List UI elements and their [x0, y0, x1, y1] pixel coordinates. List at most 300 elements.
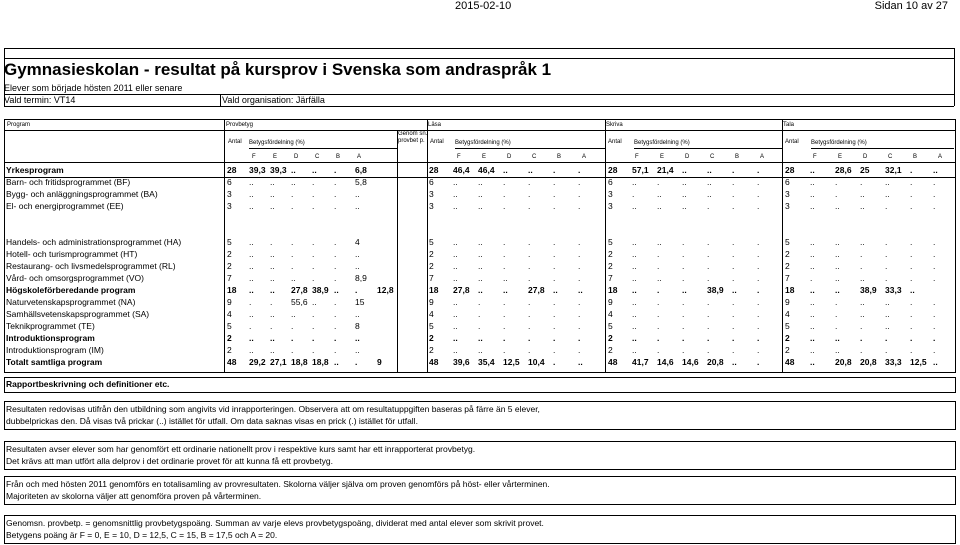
cell-sk: 14,6 [657, 357, 674, 367]
cell-pb: .. [270, 249, 275, 259]
cell-ta: . [933, 261, 936, 271]
cell-la: 39,6 [453, 357, 470, 367]
cell-ta: 28 [785, 165, 795, 175]
cell-pb: . [334, 261, 337, 271]
cell-la: . [528, 237, 531, 247]
cell-pb: . [291, 261, 294, 271]
cell-la: 3 [429, 189, 434, 199]
table-row [5, 225, 955, 237]
cell-la: . [503, 297, 506, 307]
table-row [5, 249, 955, 261]
cell-ta: . [933, 177, 936, 187]
cell-la: . [578, 237, 581, 247]
cell-la: . [553, 201, 556, 211]
cell-pb: .. [334, 285, 339, 295]
cell-sk: . [757, 249, 760, 259]
cell-la: .. [453, 273, 458, 283]
cell-la: . [528, 297, 531, 307]
row-label: Restaurang- och livsmedelsprogrammet (RL) [6, 261, 176, 271]
note-block-1 [4, 401, 956, 430]
cell-la: . [503, 321, 506, 331]
cell-ta: .. [910, 285, 915, 295]
cell-la: .. [478, 261, 483, 271]
cell-la: . [553, 261, 556, 271]
cell-la: .. [528, 165, 533, 175]
results-table [4, 119, 956, 373]
cell-sk: .. [632, 177, 637, 187]
cell-sk: .. [632, 201, 637, 211]
table-row [5, 189, 955, 201]
cell-la: 5 [429, 321, 434, 331]
cell-sk: . [732, 321, 735, 331]
cell-pb: . [334, 201, 337, 211]
cell-la: .. [453, 177, 458, 187]
cell-ta: 25 [860, 165, 870, 175]
cell-sk: 7 [608, 273, 613, 283]
cell-la: . [553, 345, 556, 355]
cell-pb: . [334, 189, 337, 199]
grade-header-la-C: C [532, 154, 537, 160]
cell-sk: . [707, 261, 710, 271]
cell-sk: . [682, 273, 685, 283]
cell-la: . [503, 345, 506, 355]
cell-pb: .. [249, 309, 254, 319]
cell-ta: 9 [785, 297, 790, 307]
cell-pb: . [334, 321, 337, 331]
top-bar [0, 0, 960, 14]
cell-ta: .. [885, 177, 890, 187]
cell-la: . [578, 261, 581, 271]
cell-sk: .. [682, 285, 687, 295]
cell-sk: .. [707, 165, 712, 175]
grade-header-pb-D: D [294, 154, 299, 160]
note-4b: Betygens poäng är F = 0, E = 10, D = 12,5, C = 15, B = 17,5 och A = 20. [6, 530, 278, 540]
note-1b: dubbelprickas den. Då visas två prickar (..) istället för utfall. Om data saknas visas en prick (.) istället för utfall. [6, 416, 418, 426]
cell-la: .. [453, 237, 458, 247]
grade-header-pb-C: C [315, 154, 320, 160]
cell-pb: . [291, 321, 294, 331]
cell-la: . [578, 189, 581, 199]
cell-ta: .. [835, 345, 840, 355]
cell-sk: . [732, 309, 735, 319]
cell-la: .. [478, 201, 483, 211]
cell-sk: 2 [608, 261, 613, 271]
cell-la: . [578, 165, 581, 175]
cell-ta: . [910, 273, 913, 283]
cell-pb: .. [291, 273, 296, 283]
cell-pb: 4 [227, 309, 232, 319]
cell-la: . [553, 177, 556, 187]
cell-la: 35,4 [478, 357, 495, 367]
cell-sk: . [682, 261, 685, 271]
cell-pb: . [334, 273, 337, 283]
cell-la: . [553, 249, 556, 259]
grade-header-la-B: B [557, 154, 562, 160]
cell-la: . [528, 177, 531, 187]
cell-ta: 5 [785, 237, 790, 247]
cell-la: 46,4 [453, 165, 470, 175]
cell-ta: . [885, 261, 888, 271]
cell-sk: . [757, 357, 760, 367]
row-label: Introduktionsprogram (IM) [6, 345, 104, 355]
cell-sk: . [707, 201, 710, 211]
cell-pb: .. [270, 177, 275, 187]
cell-sk: 14,6 [682, 357, 699, 367]
cell-pb: . [334, 333, 337, 343]
cell-sk: . [757, 261, 760, 271]
cell-sk: . [732, 273, 735, 283]
cell-ta: .. [810, 261, 815, 271]
cell-la: 2 [429, 345, 434, 355]
cell-ta: .. [810, 297, 815, 307]
cell-ta: 18 [785, 285, 795, 295]
cell-pb: 18 [227, 285, 237, 295]
cell-sk: .. [682, 177, 687, 187]
cell-ta: . [860, 333, 863, 343]
cell-pb: 39,3 [249, 165, 266, 175]
cell-pb: . [291, 201, 294, 211]
note-3a: Från och med hösten 2011 genomförs en totalisamling av provresultaten. Skolorna väljer själva om proven genomförs på höst- eller vårterminen. [6, 479, 550, 489]
cell-sk: . [732, 297, 735, 307]
header-rule [4, 58, 954, 59]
avg-points-header: Genom sn. provbet p. [398, 131, 428, 144]
cell-la: .. [453, 189, 458, 199]
cell-ta: .. [933, 165, 938, 175]
cell-la: . [503, 237, 506, 247]
row-label: Högskoleförberedande program [6, 285, 136, 295]
cell-ta: . [885, 345, 888, 355]
cell-pb: . [334, 237, 337, 247]
cell-ta: .. [835, 201, 840, 211]
notes-heading-box [4, 377, 956, 393]
cell-la: . [478, 321, 481, 331]
cell-pb: 5 [227, 237, 232, 247]
cell-pb: 55,6 [291, 297, 308, 307]
table-row [5, 345, 955, 357]
cell-pb: 38,9 [312, 285, 329, 295]
dist-rule-lasa [455, 148, 605, 149]
cell-sk: . [757, 189, 760, 199]
cell-sk: .. [682, 165, 687, 175]
cell-ta: . [860, 321, 863, 331]
grade-header-sk-C: C [710, 154, 715, 160]
note-2a: Resultaten avser elever som har genomfört ett ordinarie nationellt prov i respektive kurs samt har ett inrapporterat provbetyg. [6, 444, 476, 454]
cell-pb: .. [355, 249, 360, 259]
cell-la: . [528, 345, 531, 355]
row-label: Samhällsvetenskapsprogrammet (SA) [6, 309, 150, 319]
grade-header-ta-C: C [888, 154, 893, 160]
grade-header-pb-E: E [273, 154, 278, 160]
grade-header-ta-E: E [838, 154, 843, 160]
cell-ta: 4 [785, 309, 790, 319]
cell-sk: 5 [608, 237, 613, 247]
row-label: Vård- och omsorgsprogrammet (VO) [6, 273, 144, 283]
cell-pb: 8 [355, 321, 360, 331]
cell-pb: 5 [227, 321, 232, 331]
cell-la: . [528, 201, 531, 211]
cell-pb: . [291, 333, 294, 343]
table-row [5, 309, 955, 321]
cell-ta: . [835, 321, 838, 331]
cell-sk: . [757, 237, 760, 247]
cell-sk: 5 [608, 321, 613, 331]
cell-sk: . [732, 249, 735, 259]
cell-la: 27,8 [528, 285, 545, 295]
cell-ta: 2 [785, 333, 790, 343]
cell-la: . [578, 297, 581, 307]
table-row [5, 297, 955, 309]
cell-sk: . [657, 177, 660, 187]
cell-ta: 28,6 [835, 165, 852, 175]
cell-ta: 3 [785, 189, 790, 199]
cell-pb: .. [355, 189, 360, 199]
note-2b: Det krävs att man utfört alla delprov i det ordinarie provet för att kunna få ett provbetyg. [6, 456, 333, 466]
cell-sk: . [682, 321, 685, 331]
cell-pb: .. [312, 297, 317, 307]
cell-la: . [503, 189, 506, 199]
cell-sk: .. [657, 189, 662, 199]
header-rule [5, 130, 955, 131]
cell-ta: .. [835, 261, 840, 271]
cell-la: . [528, 261, 531, 271]
cell-sk: . [732, 177, 735, 187]
cell-pb: . [312, 189, 315, 199]
grade-header-ta-F: F [813, 154, 817, 160]
cell-la: .. [453, 297, 458, 307]
table-row [5, 261, 955, 273]
cell-pb: 2 [227, 345, 232, 355]
cell-ta: .. [810, 321, 815, 331]
cell-pb: 48 [227, 357, 237, 367]
cell-ta: . [933, 237, 936, 247]
cell-ta: .. [860, 201, 865, 211]
note-3b: Majoriteten av skolorna väljer att genomföra proven på vårterminen. [6, 491, 262, 501]
cell-pb: . [312, 309, 315, 319]
cell-pb: 5,8 [355, 177, 367, 187]
cell-pb: 3 [227, 189, 232, 199]
cell-pb: 18,8 [291, 357, 308, 367]
cell-ta: .. [810, 189, 815, 199]
cell-pb: 28 [227, 165, 237, 175]
cell-la: . [578, 333, 581, 343]
cell-ta: . [860, 345, 863, 355]
cell-sk: . [632, 189, 635, 199]
cell-sk: . [732, 189, 735, 199]
cell-sk: 2 [608, 345, 613, 355]
grade-header-sk-B: B [735, 154, 740, 160]
cell-ta: .. [810, 237, 815, 247]
cell-sk: .. [632, 249, 637, 259]
cell-ta: . [910, 309, 913, 319]
header-left-edge [4, 48, 5, 106]
cell-ta: . [910, 297, 913, 307]
cell-sk: 18 [608, 285, 618, 295]
cell-ta: 32,1 [885, 165, 902, 175]
cell-la: 2 [429, 261, 434, 271]
cell-pb: . [312, 201, 315, 211]
cell-sk: . [707, 237, 710, 247]
cell-pb: .. [270, 333, 275, 343]
cell-ta: . [933, 345, 936, 355]
cell-pb: .. [355, 201, 360, 211]
cell-sk: . [682, 333, 685, 343]
cell-la: . [578, 177, 581, 187]
row-label: Teknikprogrammet (TE) [6, 321, 95, 331]
cell-la: 10,4 [528, 357, 545, 367]
cell-sk: . [732, 201, 735, 211]
row-label: Totalt samtliga program [6, 357, 103, 367]
cell-sk: . [732, 261, 735, 271]
table-row [5, 357, 955, 369]
cell-la: . [578, 321, 581, 331]
cell-pb: . [334, 165, 337, 175]
cell-sk: . [757, 177, 760, 187]
cell-sk: . [657, 309, 660, 319]
table-row [5, 273, 955, 285]
cell-sk: 21,4 [657, 165, 674, 175]
cell-la: . [553, 333, 556, 343]
cell-pb: .. [270, 345, 275, 355]
cell-pb: . [312, 177, 315, 187]
cell-la: .. [453, 249, 458, 259]
cell-pb: . [355, 285, 358, 295]
cell-sk: 6 [608, 177, 613, 187]
cell-sk: . [757, 201, 760, 211]
col-tala-header: Tala [783, 122, 795, 128]
cell-la: . [528, 189, 531, 199]
cell-la: . [503, 309, 506, 319]
cell-pb: .. [249, 273, 254, 283]
cell-la: .. [553, 285, 558, 295]
grade-header-la-D: D [507, 154, 512, 160]
cell-ta: .. [810, 357, 815, 367]
cell-pb: 7 [227, 273, 232, 283]
cell-sk: . [732, 333, 735, 343]
grade-header-la-A: A [582, 154, 587, 160]
cell-sk: .. [682, 201, 687, 211]
table-row [5, 237, 955, 249]
cell-ta: . [933, 249, 936, 259]
cell-pb: .. [249, 345, 254, 355]
cell-la: .. [478, 189, 483, 199]
antal-header-skriva: Antal [608, 139, 622, 145]
cell-la: 27,8 [453, 285, 470, 295]
cell-sk: . [757, 345, 760, 355]
cell-pb: .. [270, 261, 275, 271]
cell-ta: 3 [785, 201, 790, 211]
cell-ta: . [910, 237, 913, 247]
cell-la: . [553, 357, 556, 367]
cell-pb: . [312, 237, 315, 247]
cell-pb: . [312, 345, 315, 355]
cell-la: .. [453, 345, 458, 355]
cell-ta: 48 [785, 357, 795, 367]
cell-ta: .. [885, 309, 890, 319]
cell-la: .. [578, 285, 583, 295]
row-label: Yrkesprogram [6, 165, 64, 175]
cell-la: . [503, 201, 506, 211]
cell-pb: . [312, 321, 315, 331]
cell-la: .. [478, 273, 483, 283]
cell-sk: .. [632, 285, 637, 295]
cell-la: .. [453, 201, 458, 211]
col-program-header: Program [7, 122, 31, 128]
cell-pb: 15 [355, 297, 365, 307]
cell-ta: . [933, 201, 936, 211]
cell-ta: .. [885, 297, 890, 307]
grade-header-pb-F: F [252, 154, 256, 160]
dist-header-pb: Betygsfördelning (%) [249, 140, 305, 146]
cell-pb: . [249, 297, 252, 307]
cell-sk: . [707, 321, 710, 331]
cell-la: 6 [429, 177, 434, 187]
cell-pb: . [291, 345, 294, 355]
row-label: Introduktionsprogram [6, 333, 95, 343]
cell-ta: 38,9 [860, 285, 877, 295]
row-label: Bygg- och anläggningsprogrammet (BA) [6, 189, 158, 199]
cell-ta: .. [933, 357, 938, 367]
cell-ta: . [885, 333, 888, 343]
cell-la: 48 [429, 357, 439, 367]
cell-sk: . [657, 345, 660, 355]
cell-sk: . [707, 309, 710, 319]
header-rule-3 [4, 106, 954, 107]
cell-pb: . [334, 177, 337, 187]
cell-ta: 2 [785, 261, 790, 271]
cell-la: . [553, 297, 556, 307]
cell-la: . [553, 189, 556, 199]
note-block-2 [4, 441, 956, 470]
cell-sk: . [657, 285, 660, 295]
cell-ta: .. [860, 309, 865, 319]
cell-pb: .. [249, 201, 254, 211]
cell-ta: . [910, 261, 913, 271]
grade-header-la-F: F [457, 154, 461, 160]
cell-la: .. [503, 273, 508, 283]
cell-sk: .. [732, 357, 737, 367]
cell-pb: .. [291, 309, 296, 319]
cell-sk: .. [732, 285, 737, 295]
cell-sk: . [657, 249, 660, 259]
antal-header-lasa: Antal [430, 139, 444, 145]
cell-ta: .. [835, 249, 840, 259]
cell-la: .. [478, 285, 483, 295]
grade-header-pb-A: A [357, 154, 362, 160]
cell-pb: .. [334, 357, 339, 367]
cell-ta: .. [810, 345, 815, 355]
cell-ta: .. [885, 189, 890, 199]
cell-pb: 12,8 [377, 285, 394, 295]
row-label: Handels- och administrationsprogrammet (HA) [6, 237, 182, 247]
cell-la: . [578, 273, 581, 283]
cell-sk: . [657, 333, 660, 343]
cell-sk: . [707, 345, 710, 355]
cell-pb: 9 [227, 297, 232, 307]
cell-pb: 4 [355, 237, 360, 247]
col-provbetyg-header: Provbetyg [226, 122, 254, 128]
cell-ta: . [835, 309, 838, 319]
cell-ta: . [835, 177, 838, 187]
header-rule-2 [4, 94, 954, 95]
cell-pb: .. [249, 333, 254, 343]
dist-rule-skriva [634, 148, 782, 149]
cell-pb: .. [249, 285, 254, 295]
col-skriva-header: Skriva [606, 122, 623, 128]
cell-pb: . [291, 189, 294, 199]
grade-header-sk-F: F [635, 154, 639, 160]
cell-la: . [503, 249, 506, 259]
cell-ta: . [933, 297, 936, 307]
